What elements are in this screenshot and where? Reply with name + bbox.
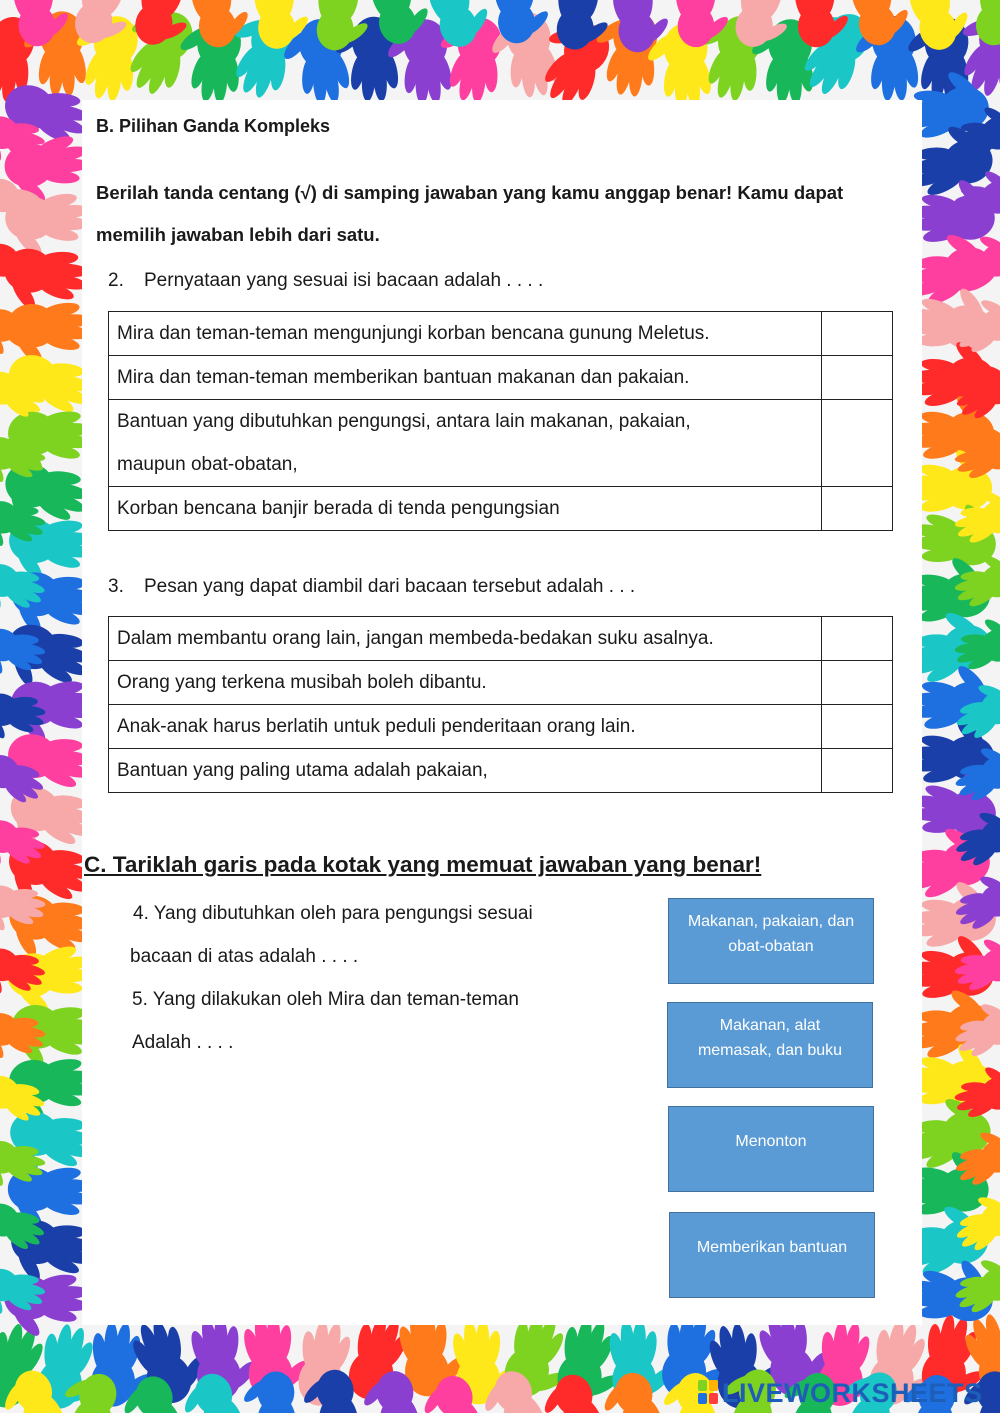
table-row [109,661,893,705]
answer-box-3[interactable]: Menonton [668,1106,874,1192]
checkbox-cell[interactable] [822,400,893,487]
instruction-line-1: Berilah tanda centang (√) di samping jawaban yang kamu anggap benar! Kamu dapat [96,182,844,203]
option-text [109,400,822,487]
checkbox-cell[interactable] [822,749,893,793]
brand-name: LIVEWORKSHEETS [722,1377,983,1408]
question-5-line-2: Adalah . . . . [132,1032,234,1053]
question-4-line-1: 4. Yang dibutuhkan oleh para pengungsi sesuai [133,903,533,924]
question-3-options-table [108,616,893,793]
table-row [109,487,893,531]
section-b-instruction [96,172,926,256]
option-text: Orang yang terkena musibah boleh dibantu. [109,661,822,705]
table-row [109,356,893,400]
question-5-line-1: 5. Yang dilakukan oleh Mira dan teman-teman [132,989,519,1010]
instruction-line-2: memilih jawaban lebih dari satu. [96,224,380,245]
option-text: Mira dan teman-teman mengunjungi korban bencana gunung Meletus. [109,312,822,356]
question-text: Pesan yang dapat diambil dari bacaan tersebut adalah . . . [144,576,636,597]
option-text: Dalam membantu orang lain, jangan membeda-bedakan suku asalnya. [109,617,822,661]
question-number: 2. [108,270,124,291]
checkbox-cell[interactable] [822,356,893,400]
question-3 [108,576,635,598]
section-b-title: B. Pilihan Ganda Kompleks [96,116,331,136]
checkbox-cell[interactable] [822,617,893,661]
question-number: 3. [108,576,124,597]
table-row [109,705,893,749]
answer-box-4[interactable]: Memberikan bantuan [669,1212,875,1298]
question-2 [108,270,543,292]
table-row [109,617,893,661]
checkbox-cell[interactable] [822,705,893,749]
option-text: Korban bencana banjir berada di tenda pengungsian [109,487,822,531]
checkbox-cell[interactable] [822,661,893,705]
section-c-title: C. Tariklah garis pada kotak yang memuat jawaban yang benar! [84,852,762,877]
table-row [109,400,893,487]
question-text: Pernyataan yang sesuai isi bacaan adalah . . . . [144,270,544,291]
liveworksheets-logo-icon [698,1380,720,1406]
option-text-line: maupun obat-obatan, [117,454,298,475]
table-row [109,312,893,356]
liveworksheets-brand[interactable] [698,1376,983,1410]
answer-box-2[interactable]: Makanan, alat memasak, dan buku [667,1002,873,1088]
answer-box-1[interactable]: Makanan, pakaian, dan obat-obatan [668,898,874,984]
option-text: Mira dan teman-teman memberikan bantuan makanan dan pakaian. [109,356,822,400]
question-4-line-2: bacaan di atas adalah . . . . [130,946,359,967]
checkbox-cell[interactable] [822,312,893,356]
option-text: Bantuan yang paling utama adalah pakaian, [109,749,822,793]
checkbox-cell[interactable] [822,487,893,531]
table-row [109,749,893,793]
option-text-line: Bantuan yang dibutuhkan pengungsi, antara lain makanan, pakaian, [117,411,691,432]
option-text: Anak-anak harus berlatih untuk peduli penderitaan orang lain. [109,705,822,749]
question-2-options-table [108,311,893,531]
